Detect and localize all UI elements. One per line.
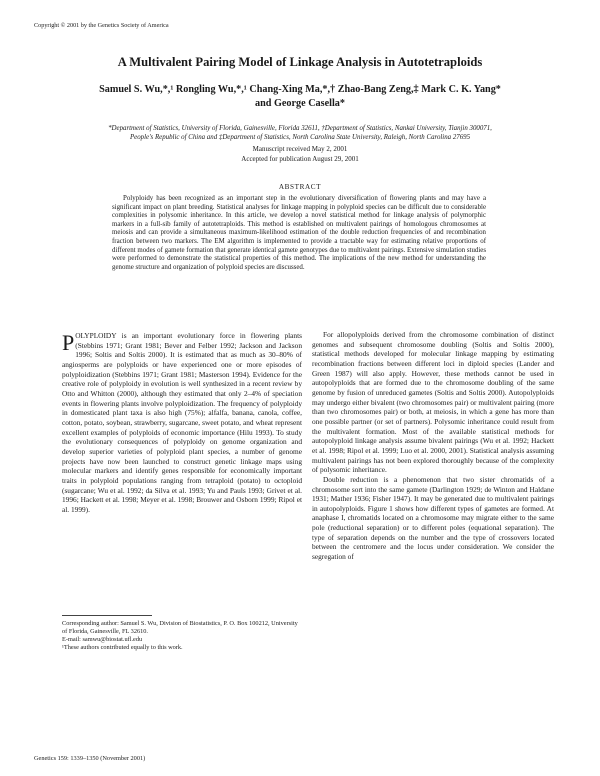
affiliation-line-2: People's Republic of China and ‡Department of Statistics, North Carolina State University, Raleigh, North Carolina 27695 [129, 134, 471, 141]
email-note: E-mail: samwu@biostat.ufl.edu [62, 636, 143, 643]
manuscript-dates [40, 145, 560, 164]
body-right-column [312, 330, 554, 562]
corresponding-author-note: Corresponding author: Samuel S. Wu, Division of Biostatistics, P. O. Box 100212, University of Florida, Gainesville, FL 32610. [62, 620, 298, 635]
journal-citation: Genetics 159: 1339–1350 (November 2001) [34, 755, 146, 762]
footnotes [62, 620, 302, 652]
paper-title: A Multivalent Pairing Model of Linkage Analysis in Autotetraploids [117, 55, 483, 69]
drop-cap: P [62, 330, 75, 355]
author-line-1: Samuel S. Wu,*,¹ Rongling Wu,*,¹ Chang-Xing Ma,*,† Zhao-Bang Zeng,‡ Mark C. K. Yang* [99, 84, 501, 95]
affiliation-line-1: *Department of Statistics, University of Florida, Gainesville, Florida 32611, †Department of Statistics, Nankai University, Tianjin 300071, [108, 125, 492, 132]
left-column-text: is an important evolutionary force in flowering plants (Stebbins 1971; Grant 1981; Bever and Felber 1992; Jackson and Jackson 1996; Soltis and Soltis 2000). It is estimated that as much as 30–80% of angiosperms are polyploids or have experienced one or more episodes of polyploidization (Stebbins 1971; Grant 1981; Masterson 1994). Evidence for the creative role of polyploidy in evolution is well synthesized in a recent review by Otto and Whitton (2000), although they estimated that only 2–4% of speciation events in flowering plants involve polyploidization. The frequency of polyploidy in domesticated plant taxa is also high (75%); alfalfa, banana, canola, coffee, cotton, potato, soybean, strawberry, sugarcane, sweet potato, and wheat represent excellent examples of polyploids of economic importance (Hilu 1993). To study the evolutionary consequences of polyploidy on genome organization and develop superior varieties of polyploid plant species, a number of genome projects have now been launched to construct genetic linkage maps using molecular markers and identify genes responsible for economically important traits in polyploid populations ranging from tetraploid (potato) to octoploid (sugarcane; Wu et al. 1992; da Silva et al. 1993; Yu and Pauls 1993; Grivet et al. 1996; Hackett et al. 1998; Meyer et al. 1998; Brouwer and Osborn 1999; Ripol et al. 1999). [62, 331, 302, 514]
lead-word: OLYPLOIDY [75, 331, 117, 340]
abstract-heading: ABSTRACT [278, 183, 322, 191]
right-paragraph-2: Double reduction is a phenomenon that two sister chromatids of a chromosome sort into the same gamete (Darlington 1929; de Winton and Haldane 1931; Mather 1936; Fisher 1947). It may be generated due to multivalent pairings in autopolyploids. Figure 1 shows how different types of gametes are formed. At anaphase I, chromatids located on a chromosome may migrate either to the same pole (reductional separation) or to different poles (equational separation). The type of separation depends on the number and the type of crossovers located between the centromere and the locus under consideration. We consider the segregation of [312, 474, 554, 562]
author-list [40, 83, 560, 111]
right-paragraph-1: For allopolyploids derived from the chromosome combination of distinct genomes and subsequent chromosome doubling (Soltis and Soltis 2000), statistical methods developed for molecular linkage mapping by estimating recombination fractions between different loci in diploid species (Lander and Green 1987) will also apply. However, these methods cannot be used in autopolyploids that are formed due to the chromosome doubling of the same genome by fusion of unreduced gametes (Soltis and Soltis 2000). Autopolyploids may undergo either bivalent (two chromosomes pair) or multivalent pairing (more than two chromosomes pair) or both, at meiosis, in which a gene has more than one possible partner (or set of partners). Polysomic inheritance could result from the multivalent formation. Most of the available statistical methods for autopolyploid linkage analysis assume bivalent pairings (Wu et al. 1992; Hackett et al. 1998; Ripol et al. 1999; Luo et al. 2000, 2001). Statistical analysis assuming multivalent pairings has not been explored thoroughly because of the complexity of polysomic inheritance. [312, 330, 554, 475]
equal-contribution-note: ¹These authors contributed equally to this work. [62, 644, 183, 651]
abstract-text: Polyploidy has been recognized as an important step in the evolutionary diversification of flowering plants and may have a significant impact on plant breeding. Statistical analyses for linkage mapping in polyploid species can be difficult due to considerable complexities in polysomic inheritance. In this article, we develop a novel statistical method for linkage analysis of polymorphic markers in a full-sib family of autotetraploids. This method is established on multivalent pairings of homologous chromosomes at meiosis and can provide a simultaneous maximum-likelihood estimation of the double reduction frequencies of and recombination fraction between two markers. The EM algorithm is implemented to provide a tractable way for estimating relative proportions of different modes of gamete formation that generate identical gamete genotypes due to multivalent pairings. Extensive simulation studies were performed to demonstrate the statistical properties of this method. The implications of the new method for understanding the genome structure and organization of polyploid species are discussed. [112, 195, 486, 271]
author-line-2: and George Casella* [255, 98, 345, 109]
affiliations [40, 124, 560, 142]
received-date: Manuscript received May 2, 2001 [252, 145, 348, 153]
footnote-divider [62, 615, 152, 616]
copyright-notice: Copyright © 2001 by the Genetics Society of America [34, 22, 169, 29]
accepted-date: Accepted for publication August 29, 2001 [241, 154, 359, 163]
body-left-column [62, 331, 302, 514]
